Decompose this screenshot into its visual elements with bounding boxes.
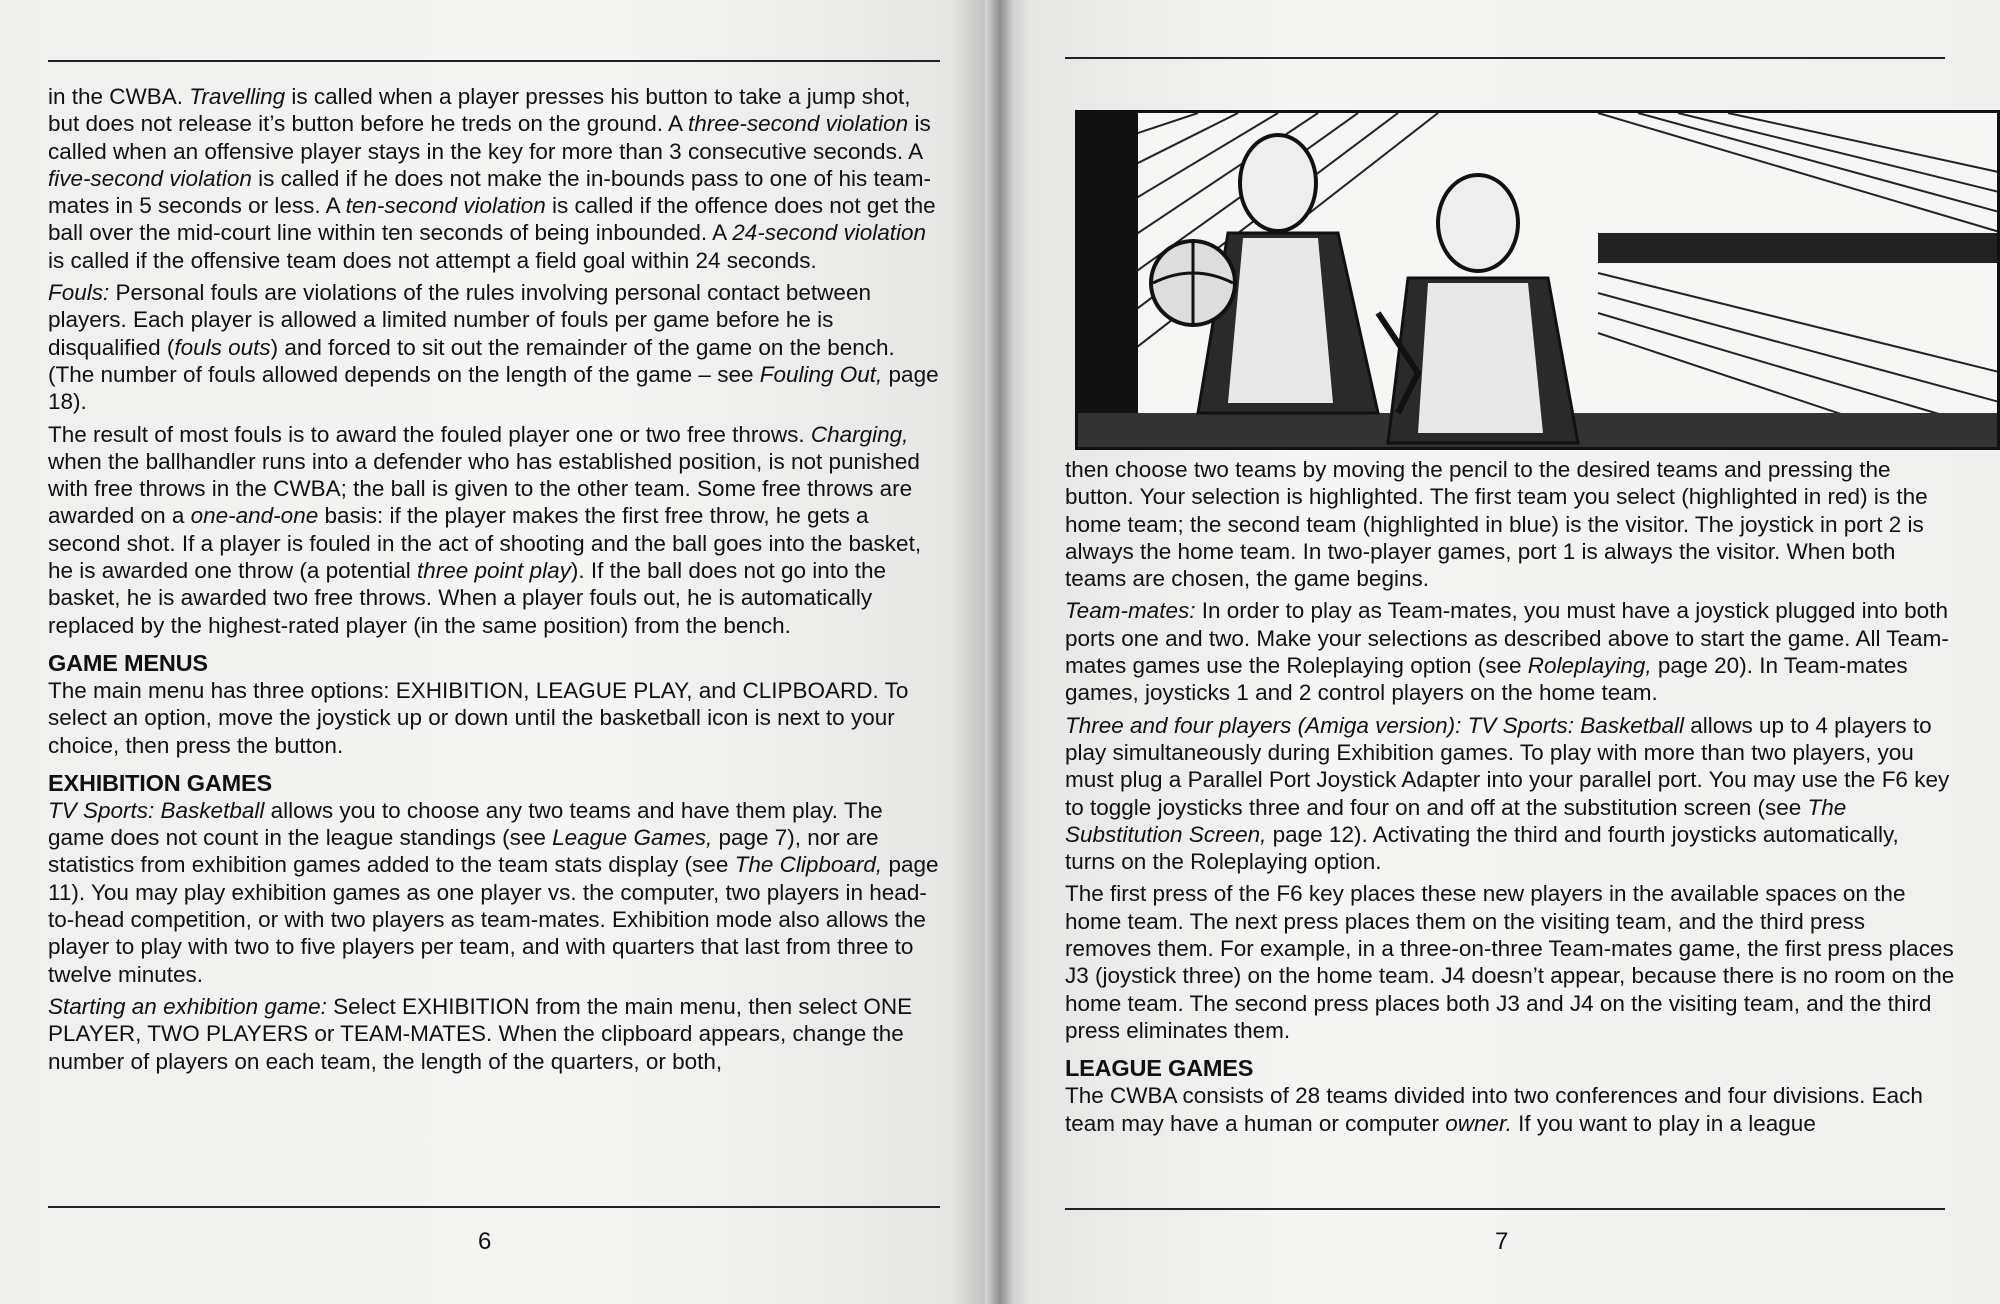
three-four-players-paragraph: Three and four players (Amiga version): TV Sports: Basketball allows up to 4 players to play simultaneously during Exhibition games. To play with more than two players, you must plug a Parallel Port Joystick Adapter into your parallel port. You may use the F6 key to toggle joysticks three and four on and off at the substitution screen (see The Substitution Screen, page 12). Activating the third and fourth joysticks automatically, turns on the Roleplaying option.	[1065, 712, 1950, 875]
top-rule	[1065, 57, 1945, 59]
violations-paragraph: in the CWBA. Travelling is called when a player presses his button to take a jump shot, but does not release it’s button before he treds on the ground. A three-second violation is called when an offensive player stays in the key for more than 3 consecutive seconds. A five-second violation is called if he does not make the in-bounds pass to one of his team-mates in 5 seconds or less. A ten-second violation is called if the offence does not get the ball over the mid-court line within ten seconds of being inbounded. A 24-second violation is called if the offensive team does not attempt a field goal within 24 seconds.	[48, 84, 936, 273]
left-dark-band	[1078, 113, 1138, 450]
player-one	[1151, 135, 1378, 413]
game-menus-heading: GAME MENUS	[48, 649, 208, 676]
player-two	[1378, 175, 1578, 443]
choose-teams-paragraph: then choose two teams by moving the pencil to the desired teams and pressing the button. Your selection is highlighted. The first team you select (highlighted in red) is the home team; the second team (highlighted in blue) is the visitor. The joystick in port 2 is always the home team. In two-player games, port 1 is always the visitor. When both teams are chosen, the game begins.	[1065, 457, 1928, 592]
left-page-body	[48, 83, 940, 1080]
team-mates-paragraph: Team-mates: In order to play as Team-mates, you must have a joystick plugged into both ports one and two. Make your selections as described above to start the game. All Team-mates games use the Roleplaying option (see Roleplaying, page 20). In Team-mates games, joysticks 1 and 2 control players on the home team.	[1065, 598, 1949, 706]
bottom-rule	[48, 1206, 940, 1208]
players-drawing	[1078, 113, 2000, 450]
league-games-heading: LEAGUE GAMES	[1065, 1055, 1254, 1082]
starting-exhibition-paragraph: Starting an exhibition game: Select EXHIBITION from the main menu, then select ONE PLAYER, TWO PLAYERS or TEAM-MATES. When the clipboard appears, change the number of players on each team, the length of the quarters, or both,	[48, 993, 913, 1074]
court-band	[1598, 233, 2000, 263]
exhibition-paragraph: TV Sports: Basketball allows you to choose any two teams and have them play. The game does not count in the league standings (see League Games, page 7), nor are statistics from exhibition games added to the team stats display (see The Clipboard, page 11). You may play exhibition games as one player vs. the computer, two players in head-to-head competition, or with two players as team-mates. Exhibition mode also allows the player to play with two to five players per team, and with quarters that last from three to twelve minutes.	[48, 797, 939, 987]
left-page	[0, 0, 990, 1304]
f6-key-paragraph: The first press of the F6 key places these new players in the available spaces on the home team. The next press places them on the visiting team, and the third press removes them. For example, in a three-on-three Team-mates game, the first press places J3 (joystick three) on the home team. J4 doesn’t appear, because there is no room on the home team. The second press places both J3 and J4 on the visiting team, and the third press eliminates them.	[1065, 881, 1955, 1043]
bottom-rule	[1065, 1208, 1945, 1210]
right-page	[1000, 0, 2000, 1304]
free-throws-paragraph: The result of most fouls is to award the fouled player one or two free throws. Charging, when the ballhandler runs into a defender who has established position, is not punished with free throws in the CWBA; the ball is given to the other team. Some free throws are awarded on a one-and-one basis: if the player makes the first free throw, he gets a second shot. If a player is fouled in the act of shooting and the ball goes into the basket, he is awarded one throw (a potential three point play). If the ball does not go into the basket, he is awarded two free throws. When a player fouls out, he is automatically replaced by the highest-rated player (in the same position) from the bench.	[48, 421, 922, 638]
page-number: 6	[478, 1228, 492, 1255]
top-rule	[48, 60, 940, 62]
exhibition-games-heading: EXHIBITION GAMES	[48, 769, 272, 796]
page-number: 7	[1495, 1228, 1509, 1255]
fouls-paragraph: Fouls: Personal fouls are violations of the rules involving personal contact between players. Each player is allowed a limited number of fouls per game before he is disqualified (fouls outs) and forced to sit out the remainder of the game on the bench. (The number of fouls allowed depends on the length of the game – see Fouling Out, page 18).	[48, 280, 939, 415]
book-gutter	[985, 0, 1015, 1304]
league-paragraph: The CWBA consists of 28 teams divided into two conferences and four divisions. Each team may have a human or computer owner. If you want to play in a league	[1065, 1083, 1923, 1136]
basketball-players-illustration	[1075, 110, 2000, 450]
right-page-body	[1065, 456, 1955, 1142]
game-menus-paragraph: The main menu has three options: EXHIBITION, LEAGUE PLAY, and CLIPBOARD. To select an option, move the joystick up or down until the basketball icon is next to your choice, then press the button.	[48, 677, 909, 758]
